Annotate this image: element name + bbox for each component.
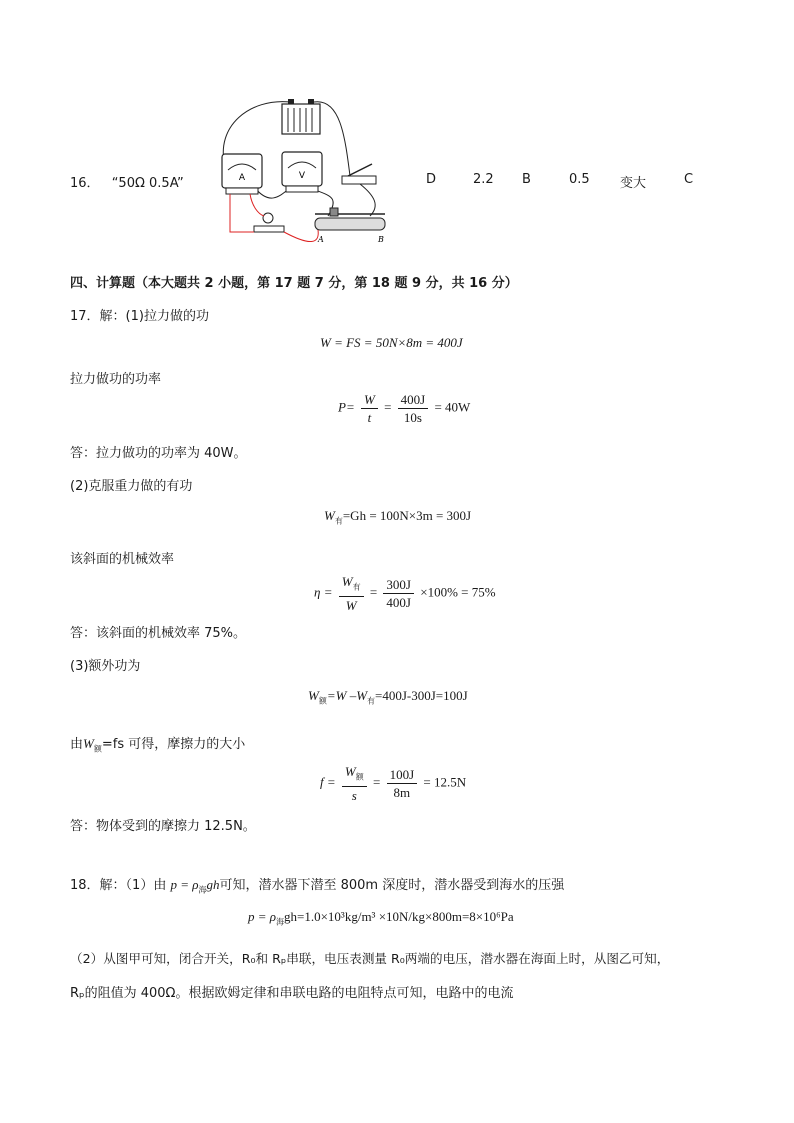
q18-line1-sub: 海 bbox=[198, 885, 207, 895]
q17-eq6-eq: = bbox=[372, 774, 381, 790]
q17-eq4-frac2-den: 400J bbox=[386, 594, 411, 610]
q17-eq5-sub2: 有 bbox=[367, 696, 376, 706]
q17-friction-sub: 额 bbox=[93, 744, 102, 754]
q16-answer-5: 变大 bbox=[620, 176, 647, 191]
q17-eq4-frac1-num: W bbox=[341, 574, 353, 589]
q16-answer-6: C bbox=[684, 172, 694, 187]
q17-eff-label: 该斜面的机械效率 bbox=[70, 552, 175, 567]
q17-eq4-eq: = bbox=[369, 584, 378, 600]
ammeter-label: A bbox=[238, 173, 246, 183]
q18-line1-pre: 18．解：（1）由 bbox=[70, 878, 167, 893]
q17-ans2: 答：该斜面的机械效率 75%。 bbox=[70, 626, 247, 641]
q17-eq6-result: = 12.5N bbox=[423, 774, 467, 790]
q17-eq5-mid: =W –W bbox=[326, 688, 368, 703]
q17-eq4-frac2-num: 300J bbox=[383, 577, 414, 594]
q17-ans1: 答：拉力做功的功率为 40W。 bbox=[70, 446, 247, 461]
q17-eq2-result: = 40W bbox=[434, 399, 471, 415]
q17-eq2-frac1-den: t bbox=[367, 410, 372, 425]
q17-eq3-rest: =Gh = 100N×3m = 300J bbox=[342, 508, 472, 523]
q17-eq1: W = FS = 50N×8m = 400J bbox=[320, 335, 463, 350]
q17-eq3 bbox=[324, 508, 471, 527]
q17-eq2-frac2-num: 400J bbox=[398, 392, 429, 409]
q17-friction-w: W bbox=[83, 736, 94, 751]
q17-eq2-left: P= bbox=[338, 399, 355, 415]
q17-eq6 bbox=[320, 764, 466, 803]
q17-eq6-frac1-sub: 额 bbox=[355, 772, 364, 782]
q17-eq2-frac2-den: 10s bbox=[403, 410, 422, 425]
q18-line1 bbox=[70, 874, 564, 896]
q16-spec: “50Ω 0.5A” bbox=[111, 176, 184, 191]
voltmeter-icon bbox=[282, 152, 322, 192]
q17-eq5-rest: =400J-300J=100J bbox=[375, 688, 468, 703]
circuit-diagram bbox=[210, 96, 400, 246]
q18-eq1 bbox=[248, 909, 514, 928]
q17-eq4-frac1-sub: 有 bbox=[352, 582, 361, 592]
q17-power-label: 拉力做功的功率 bbox=[70, 372, 162, 387]
ammeter-icon bbox=[222, 154, 262, 194]
q17-eq2-frac1-num: W bbox=[363, 392, 375, 407]
q18-line1-gh: gh bbox=[206, 877, 220, 892]
q16-row bbox=[70, 172, 184, 191]
battery-icon bbox=[282, 99, 320, 134]
q18-line2: （2）从图甲可知，闭合开关，R₀和 Rₚ串联，电压表测量 R₀两端的电压，潜水器在海面上时，从图乙可知， bbox=[70, 951, 670, 966]
q18-line1-formula: p = ρ bbox=[170, 877, 199, 892]
q17-eq5 bbox=[308, 688, 468, 707]
q18-eq1-sub: 海 bbox=[276, 917, 285, 927]
q16-number: 16． bbox=[70, 176, 100, 191]
q17-eq3-sub: 有 bbox=[334, 516, 343, 526]
q17-friction-pre: 由 bbox=[70, 737, 84, 752]
q17-eq4-frac1-den: W bbox=[345, 597, 357, 613]
q17-eq4-result: ×100% = 75% bbox=[420, 584, 496, 600]
rheostat-end-a: A bbox=[318, 235, 324, 244]
voltmeter-label: V bbox=[298, 171, 306, 181]
q18-line3: Rₚ的阻值为 400Ω。根据欧姆定律和串联电路的电阻特点可知，电路中的电流 bbox=[70, 986, 514, 1001]
section-heading: 四、计算题（本大题共 2 小题，第 17 题 7 分，第 18 题 9 分，共 16 分） bbox=[70, 276, 518, 291]
q16-answer-3: B bbox=[522, 172, 531, 187]
q16-answer-2: 2.2 bbox=[473, 172, 494, 187]
rheostat-icon bbox=[315, 208, 385, 244]
q18-eq1-p: p = ρ bbox=[248, 909, 277, 924]
q18-eq1-rest: gh=1.0×10³kg/m³ ×10N/kg×800m=8×10⁶Pa bbox=[284, 909, 514, 924]
q18-line1-post: 可知，潜水器下潜至 800m 深度时，潜水器受到海水的压强 bbox=[219, 878, 565, 893]
q17-eq2 bbox=[338, 392, 470, 425]
q17-eq3-w: W bbox=[324, 508, 335, 523]
q17-eq6-frac1-den: s bbox=[351, 787, 357, 803]
q17-ans3: 答：物体受到的摩擦力 12.5N。 bbox=[70, 819, 256, 834]
q17-part3: (3)额外功为 bbox=[70, 659, 141, 674]
q16-answer-1: D bbox=[426, 172, 437, 187]
switch-icon bbox=[342, 164, 376, 184]
q17-friction-post: =fs 可得，摩擦力的大小 bbox=[101, 737, 246, 752]
q16-answer-4: 0.5 bbox=[569, 172, 590, 187]
q17-part2: (2)克服重力做的有功 bbox=[70, 479, 193, 494]
q17-eq6-frac2-den: 8m bbox=[393, 784, 411, 800]
rheostat-end-b: B bbox=[378, 235, 384, 244]
q17-eq5-sub1: 额 bbox=[318, 696, 327, 706]
q17-intro: 17．解：(1)拉力做的功 bbox=[70, 309, 209, 324]
q17-eq5-w1: W bbox=[308, 688, 319, 703]
bulb-icon bbox=[254, 213, 284, 232]
q17-eq6-f: f = bbox=[320, 774, 336, 790]
q17-eq6-frac2-num: 100J bbox=[387, 767, 418, 784]
q17-friction-line bbox=[70, 733, 245, 755]
q17-eq4 bbox=[314, 574, 496, 613]
q17-eq6-frac1-num: W bbox=[344, 764, 356, 779]
q17-eq2-eq: = bbox=[384, 399, 392, 415]
q17-eq4-eta: η = bbox=[314, 584, 333, 600]
